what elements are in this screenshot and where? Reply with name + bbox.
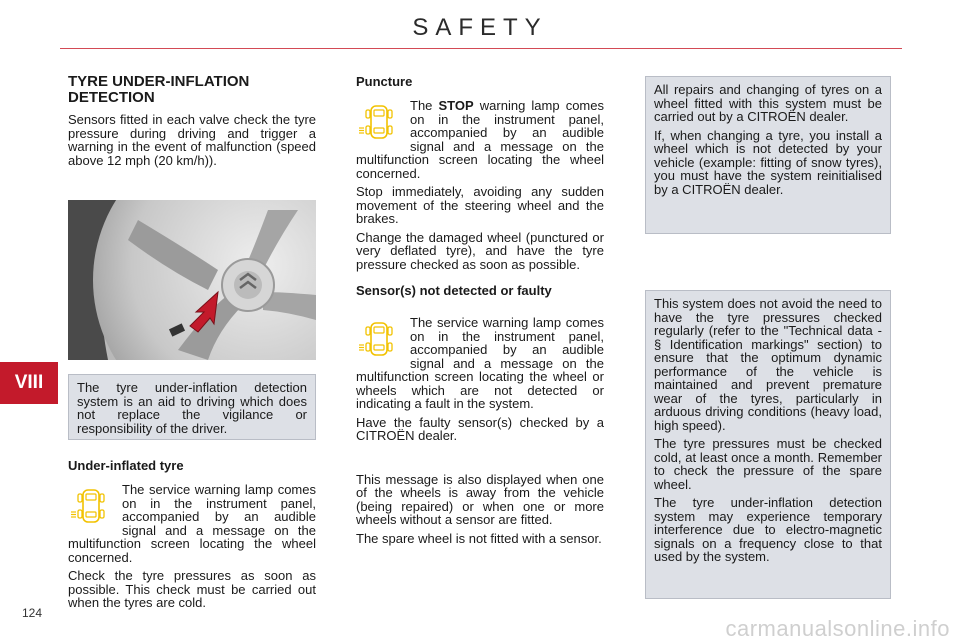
under-inflated-warning [68,483,316,564]
page-title: SAFETY [412,14,548,41]
tyre-pressure-warning-icon [358,318,400,360]
note-text: The tyre under-inflation detection system is an aid to driving which does not replace the vigilance or responsibility of the driver. [77,380,307,436]
stop-label: STOP [438,98,474,113]
sensor-heading: Sensor(s) not detected or faulty [356,283,552,298]
sensor-paragraph-1: Have the faulty sensor(s) checked by a CITROËN dealer. [356,414,604,443]
section-heading: TYRE UNDER-INFLATION DETECTION [68,73,250,106]
under-inflated-section [68,458,316,615]
puncture-warning-text: The STOP warning lamp comes on in the instrument panel, accompanied by an audible signal and a message on the multifunction screen locating the wheel concerned. [356,98,604,181]
repairs-box [645,76,891,234]
chapter-tab: VIII [0,362,58,404]
puncture-heading: Puncture [356,74,413,89]
puncture-warning [356,99,604,180]
system-paragraph-3: The tyre under-inflation detection system may experience temporary interference due to electro-magnetic signals on a frequency close to that used by the system. [654,495,882,564]
repairs-paragraph-2: If, when changing a tyre, you install a wheel which is not detected by your vehicle (example: fitting of snow tyres), you must have the system reinitialised by a CITROËN dealer. [654,127,882,197]
under-inflated-advice: Check the tyre pressures as soon as possible. This check must be carried out when the tyres are cold. [68,568,316,610]
wheel-valve-photo [68,200,316,360]
sensor-warning [356,316,604,411]
tyre-pressure-warning-icon [358,101,400,143]
intro-paragraph: Sensors fitted in each valve check the tyre pressure during driving and trigger a warning in the event of malfunction (speed above 12 mph (20 km/h)). [68,112,316,168]
tyre-pressure-warning-icon [70,485,112,527]
watermark: carmanualsonline.info [725,616,950,640]
puncture-paragraph-1: Stop immediately, avoiding any sudden movement of the steering wheel and the brakes. [356,184,604,226]
sensor-warning-text: The service warning lamp comes on in the instrument panel, accompanied by an audible signal and a message on the multifunction screen locating the wheel or wheels which are not detected or indicating a fault in the system. [356,315,604,411]
under-inflated-heading: Under-inflated tyre [68,458,184,473]
system-paragraph-2: The tyre pressures must be checked cold, at least once a month. Remember to check the pressure of the spare wheel. [654,436,882,492]
puncture-paragraph-2: Change the damaged wheel (punctured or very deflated tyre), and have the tyre pressure checked as soon as possible. [356,229,604,272]
repairs-paragraph-1: All repairs and changing of tyres on a wheel fitted with this system must be carried out by a CITROËN dealer. [654,82,882,124]
sensor-paragraph-2: This message is also displayed when one of the wheels is away from the vehicle (being repaired) or when one or more wheels without a sensor are fitted. [356,471,604,527]
column-middle [356,74,604,550]
title-rule [60,48,902,49]
sensor-paragraph-3: The spare wheel is not fitted with a sensor. [356,530,602,546]
under-inflated-warning-text: The service warning lamp comes on in the instrument panel, accompanied by an audible signal and a message on the multifunction screen locating the wheel concerned. [68,482,316,565]
column-left [68,74,316,172]
system-info-box [645,290,891,599]
note-box [68,374,316,440]
page-number: 124 [22,606,43,620]
system-paragraph-1: This system does not avoid the need to have the tyre pressures checked regularly (refer to the "Technical data - § Identification markings" section) to ensure that the optimum dynamic performance of the vehicle is maintained and prevent premature wear of the tyres, particularly in arduous driving conditions (heavy load, high speed). [654,296,882,433]
